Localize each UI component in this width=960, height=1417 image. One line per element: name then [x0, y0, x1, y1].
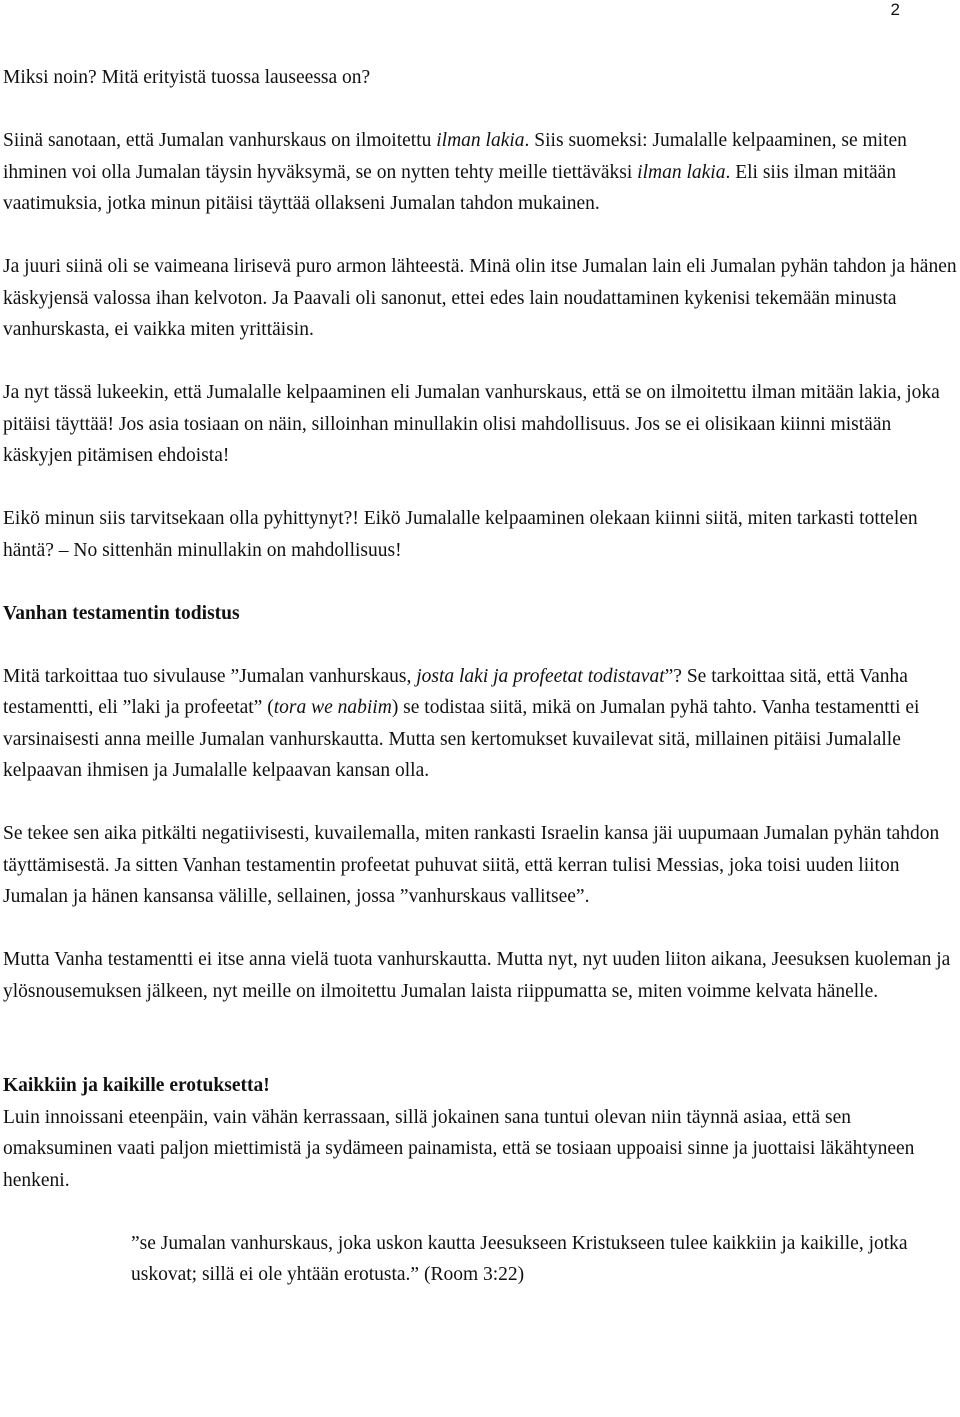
paragraph-2-text-c: . Siis suomeksi: Jumalalle kelpaaminen, se miten ihminen voi olla Jumalan täysin hyväksymä, se on nytten tehty meille tiettäväksi — [3, 130, 907, 183]
paragraph-6-text-a: Mitä tarkoittaa tuo sivulause ”Jumalan vanhurskaus, — [3, 665, 417, 687]
page-number: 2 — [890, 0, 900, 19]
paragraph-1: Miksi noin? Mitä erityistä tuossa lauseessa on? — [3, 67, 371, 88]
paragraph-3: Ja juuri siinä oli se vaimeana lirisevä puro armon lähteestä. Minä olin itse Jumalan lain eli Jumalan pyhän tahdon ja hänen käskyjensä valossa ihan kelvoton. Ja Paavali oli sanonut, ettei edes lain noudattaminen kykenisi tekemään minusta vanhurskasta, ei vaikka miten yrittäisin. — [3, 256, 957, 340]
bible-quote: ”se Jumalan vanhurskaus, joka uskon kautta Jeesukseen Kristukseen tulee kaikkiin ja kaikille, jotka uskovat; sillä ei ole yhtään erotusta.” (Room 3:22) — [131, 1232, 908, 1285]
paragraph-2-text-a: Siinä sanotaan, että Jumalan vanhurskaus on ilmoitettu — [3, 130, 437, 151]
paragraph-7: Se tekee sen aika pitkälti negatiivisesti, kuvailemalla, miten rankasti Israelin kansa jäi uupumaan Jumalan pyhän tahdon täyttämisestä. Ja sitten Vanhan testamentin profeetat puhuvat siitä, että kerran tulisi Messias, joka toisi uuden liiton Jumalan ja hänen kansansa välille, sellainen, jossa ”vanhurskaus vallitsee”. — [3, 823, 940, 907]
section-heading-vanhan-testamentin: Vanhan testamentin todistus — [3, 602, 240, 624]
paragraph-2-italic-d: ilman lakia — [637, 161, 726, 183]
paragraph-2-italic-b: ilman lakia — [436, 130, 525, 151]
paragraph-6-text-c: ”? Se tarkoittaa sitä, että Vanha testamentti, eli ”laki ja profeetat” ( — [3, 665, 908, 718]
paragraph-6 — [3, 661, 958, 787]
paragraph-4: Ja nyt tässä lukeekin, että Jumalalle kelpaaminen eli Jumalan vanhurskaus, että se on ilmoitettu ilman mitään lakia, joka pitäisi täyttää! Jos asia tosiaan on näin, silloinhan minullakin olisi mahdollisuus. Jos se ei olisikaan kiinni mistään käskyjen pitämisen ehdoista! — [3, 382, 940, 466]
document-body — [3, 62, 958, 1322]
paragraph-2 — [3, 125, 958, 220]
paragraph-9: Luin innoissani eteenpäin, vain vähän kerrassaan, sillä jokainen sana tuntui olevan niin täynnä asiaa, että sen omaksuminen vaati paljon miettimistä ja sydämeen painamista, että se tosiaan uppoaisi sinne ja juottaisi läkähtyneen henkeni. — [3, 1106, 915, 1191]
paragraph-2-text-e: . Eli siis ilman mitään vaatimuksia, jotka minun pitäisi täyttää ollakseni Jumalan tahdon mukainen. — [3, 161, 897, 214]
paragraph-5: Eikö minun siis tarvitsekaan olla pyhittynyt?! Eikö Jumalalle kelpaaminen olekaan kiinni siitä, miten tarkasti tottelen häntä? – No sittenhän minullakin on mahdollisuus! — [3, 508, 918, 561]
paragraph-6-text-e: ) se todistaa siitä, mikä on Jumalan pyhä tahto. Vanha testamentti ei varsinaisesti anna meille Jumalan vanhurskautta. Mutta sen kertomukset kuvailevat sitä, millainen pitäisi Jumalalle kelpaavan ihmisen ja Jumalalle kelpaavan kansan olla. — [3, 697, 920, 781]
paragraph-6-italic-d: tora we nabiim — [273, 697, 392, 718]
paragraph-8: Mutta Vanha testamentti ei itse anna vielä tuota vanhurskautta. Mutta nyt, nyt uuden liiton aikana, Jeesuksen kuoleman ja ylösnousemuksen jälkeen, nyt meille on ilmoitettu Jumalan laista riippumatta se, miten voimme kelvata hänelle. — [3, 949, 951, 1002]
section-heading-kaikkiin: Kaikkiin ja kaikille erotuksetta! — [3, 1075, 270, 1096]
paragraph-6-italic-b: josta laki ja profeetat todistavat — [416, 665, 665, 687]
